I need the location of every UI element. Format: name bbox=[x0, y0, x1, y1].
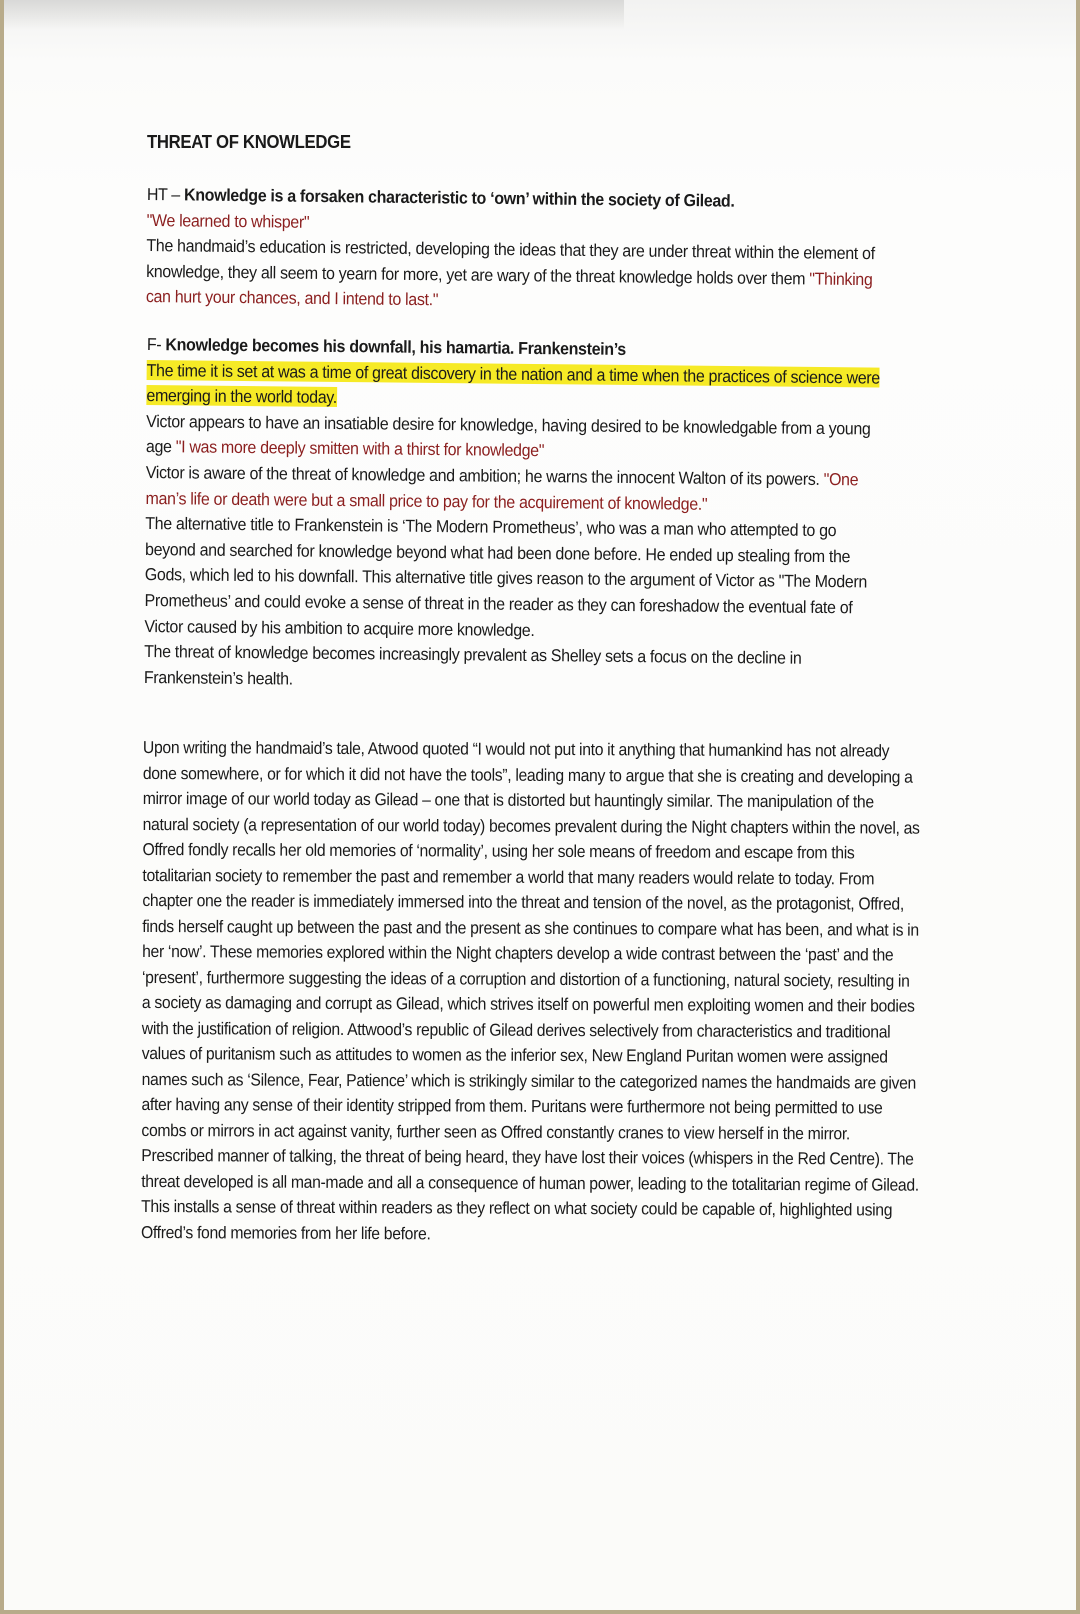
paragraph-text: Victor is aware of the threat of knowledge and ambition; he warns the innocent Walton of its powers. bbox=[145, 461, 824, 489]
quote: "Thinking can hurt your chances, and I intend to last." bbox=[145, 267, 873, 310]
highlighted-paragraph bbox=[146, 357, 890, 416]
section-handmaids-tale bbox=[146, 182, 891, 318]
document-page bbox=[4, 0, 1076, 1610]
paragraph-text: The handmaid’s education is restricted, developing the ideas that they are under threat within the element of knowledge, they all seem to yearn for more, yet are wary of the threat knowledge holds over them bbox=[146, 234, 875, 288]
paragraph: The threat of knowledge becomes increasingly prevalent as Shelley sets a focus on the decline in Frankenstein’s health. bbox=[143, 640, 802, 688]
section-frankenstein bbox=[144, 332, 891, 698]
quote: "One man’s life or death were but a small price to pay for the acquirement of knowledge." bbox=[145, 468, 859, 513]
section-prefix: F- bbox=[146, 333, 166, 354]
paragraph bbox=[145, 460, 889, 519]
paragraph-text: Victor appears to have an insatiable desire for knowledge, having desired to be knowledgable from a young age bbox=[145, 410, 871, 457]
heading-text: Knowledge is a forsaken characteristic to ‘own’ within the society of Gilead. bbox=[183, 184, 735, 211]
paragraph: The alternative title to Frankenstein is ‘The Modern Prometheus’, who was a man who attempted to go beyond and searched for knowledge beyond what had been done before. He ended up stealing from the Gods, which led to his downfall. This alternative title gives reason to the argument of Victor as "The Modern Prometheus’ and could evoke a sense of threat in the reader as they can foreshadow the eventual fate of Victor caused by his ambition to acquire more knowledge. bbox=[144, 512, 868, 640]
paragraph bbox=[146, 408, 890, 467]
paragraph bbox=[146, 233, 891, 318]
page-title: THREAT OF KNOWLEDGE bbox=[147, 132, 351, 152]
heading-text: Knowledge becomes his downfall, his hamartia. Frankenstein’s bbox=[165, 333, 626, 359]
quote: "I was more deeply smitten with a thirst for knowledge" bbox=[175, 436, 545, 461]
page-shadow bbox=[4, 0, 624, 30]
highlight: The time it is set at was a time of great discovery in the nation and a time when the practices of science were emerging in the world today. bbox=[146, 359, 880, 407]
section-prefix: HT – bbox=[146, 183, 185, 205]
notes-section bbox=[143, 130, 891, 690]
essay-paragraph: Upon writing the handmaid’s tale, Atwood quoted “I would not put into it anything that humankind has not already done somewhere, or for which it did not have the tools”, leading many to argue that she is creating and developing a mirror image of our world today as Gilead – one that is distorted but hauntingly similar. The manipulation of the natural society (a representation of our world today) becomes prevalent during the Night chapters within the novel, as Offred fondly recalls her old memories of ‘normality’, using her sole means of freedom and escape from this totalitarian society to remember the past and remember a world that many readers would relate to today. From chapter one the reader is immediately immersed into the threat and tension of the novel, as the protagonist, Offred, finds herself caught up between the past and the present as she continues to compare what has been, and what is in her ‘now’. These memories explored within the Night chapters develop a wide contrast between the ‘past’ and the ‘present’, furthermore suggesting the ideas of a corruption and distortion of a functioning, natural society, resulting in a society as damaging and corrupt as Gilead, which strives itself on powerful men exploiting women and their bodies with the justification of religion. Attwood’s republic of Gilead derives selectively from characteristics and traditional values of puritanism such as attitudes to women as the inferior sex, New England Puritan women were assigned names such as ‘Silence, Fear, Patience’ which is strikingly similar to the categorized names the handmaids are given after having any sense of their identity stripped from them. Puritans were furthermore not being permitted to use combs or mirrors in act against vanity, further seen as Offred constantly cranes to view herself in the mirror. Prescribed manner of talking, the threat of being heard, they have lost their voices (whispers in the Red Centre). The threat developed is all man-made and all a consequence of human power, leading to the totalitarian regime of Gilead. This installs a sense of threat within readers as they reflect on what society could be capable of, highlighted using Offred’s fond memories from her life before. bbox=[140, 737, 920, 1243]
quote: "We learned to whisper" bbox=[146, 209, 310, 232]
